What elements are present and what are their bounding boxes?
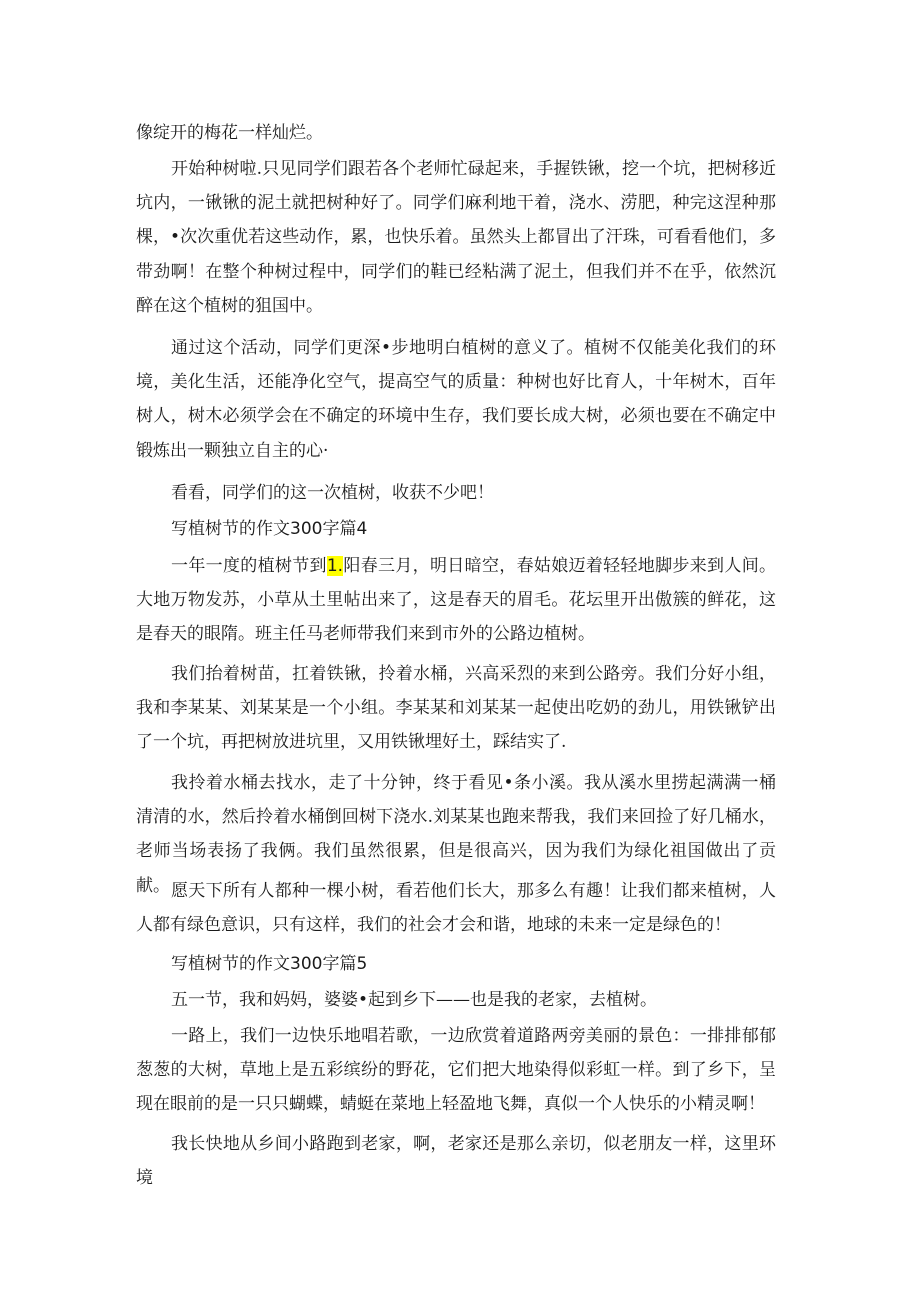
paragraph-on-the-road: 一路上，我们一边快乐地唱若歌，一边欣赏着道路两旁美丽的景色：一排排郁郁葱葱的大树，草地上是五彩缤纷的野花，它们把大地染得似彩虹一样。到了乡下，呈现在眼前的是一只只蝴蝶，蜻蜓在菜地上轻盈地飞舞，真似一个人快乐的小精灵啊！: [136, 1026, 776, 1115]
paragraph-wish: 愿天下所有人都种一棵小树，看若他们长大，那多么有趣！让我们都来植树，人人都有绿色意识，只有这样，我们的社会才会和谐，地球的未来一定是绿色的！: [136, 881, 776, 936]
paragraph-may-day: 五一节，我和妈妈，婆婆•起到乡下——也是我的老家，去植树。: [171, 990, 658, 1010]
section-heading-essay-4: 写植树节的作文300字篇4: [171, 519, 368, 539]
paragraph-old-home: 我长快地从乡间小路跑到老家，啊，老家还是那么亲切，似老朋友一样，这里环境: [136, 1134, 776, 1189]
paragraph-text-rest: 阳春三月，明日暗空，春姑娘迈着轻轻地脚步来到人间。大地万物发苏，小草从土里帖出来了，这是春天的眉毛。花坛里开出傲簇的鲜花，这是春天的眼隋。班主任马老师带我们来到市外的公路边植树。: [136, 556, 777, 645]
highlighted-text: 1.: [326, 556, 344, 576]
section-heading-essay-5: 写植树节的作文300字篇5: [171, 954, 368, 974]
paragraph-meaning-of-planting: 通过这个活动，同学们更深•步地明白植树的意义了。植树不仅能美化我们的环境，美化生活，还能净化空气，提高空气的质量：种树也好比育人，十年树木，百年树人，树木必须学会在不确定的环境中生存，我们要长成大树，必须也要在不确定中锻炼出一颗独立自主的心·: [136, 338, 776, 461]
paragraph-fetch-water: 我拎着水桶去找水，走了十分钟，终于看见•条小溪。我从溪水里捞起满满一桶清清的水，然后拎着水桶倒回树下浇水.刘某某也跑来帮我，我们来回捡了好几桶水，老师当场表扬了我俩。我们虽然很累，但是很高兴，因为我们为绿化祖国做出了贡献。: [136, 773, 776, 896]
paragraph-harvest: 看看，同学们的这一次植树，收获不少吧！: [171, 483, 494, 503]
paragraph-arbor-day-arrives: [136, 549, 776, 652]
paragraph-text-start: 一年一度的植树节到: [171, 556, 327, 576]
paragraph-carry-saplings: 我们抬着树苗，扛着铁锹，拎着水桶，兴高采烈的来到公路旁。我们分好小组，我和李某某、刘某某是一个小组。李某某和刘某某一起使出吃奶的劲儿，用铁锹铲出了一个坑，再把树放进坑里，又用铁锹埋好土，踩结实了.: [136, 664, 776, 753]
paragraph-planting-trees: 开始种树啦.只见同学们跟若各个老师忙碌起来，手握铁锹，挖一个坑，把树移近坑内，一锹锹的泥土就把树种好了。同学们麻利地干着，浇水、涝肥，种完这涅种那棵，•次次重优若这些动作，累，也快乐着。虽然头上都冒出了汗珠，可看看他们，多带劲啊！在整个种树过程中，同学们的鞋已经粘满了泥土，但我们并不在乎，依然沉醉在这个植树的狙国中。: [136, 159, 776, 316]
paragraph-continuation: 像绽开的梅花一样灿烂。: [136, 123, 323, 143]
